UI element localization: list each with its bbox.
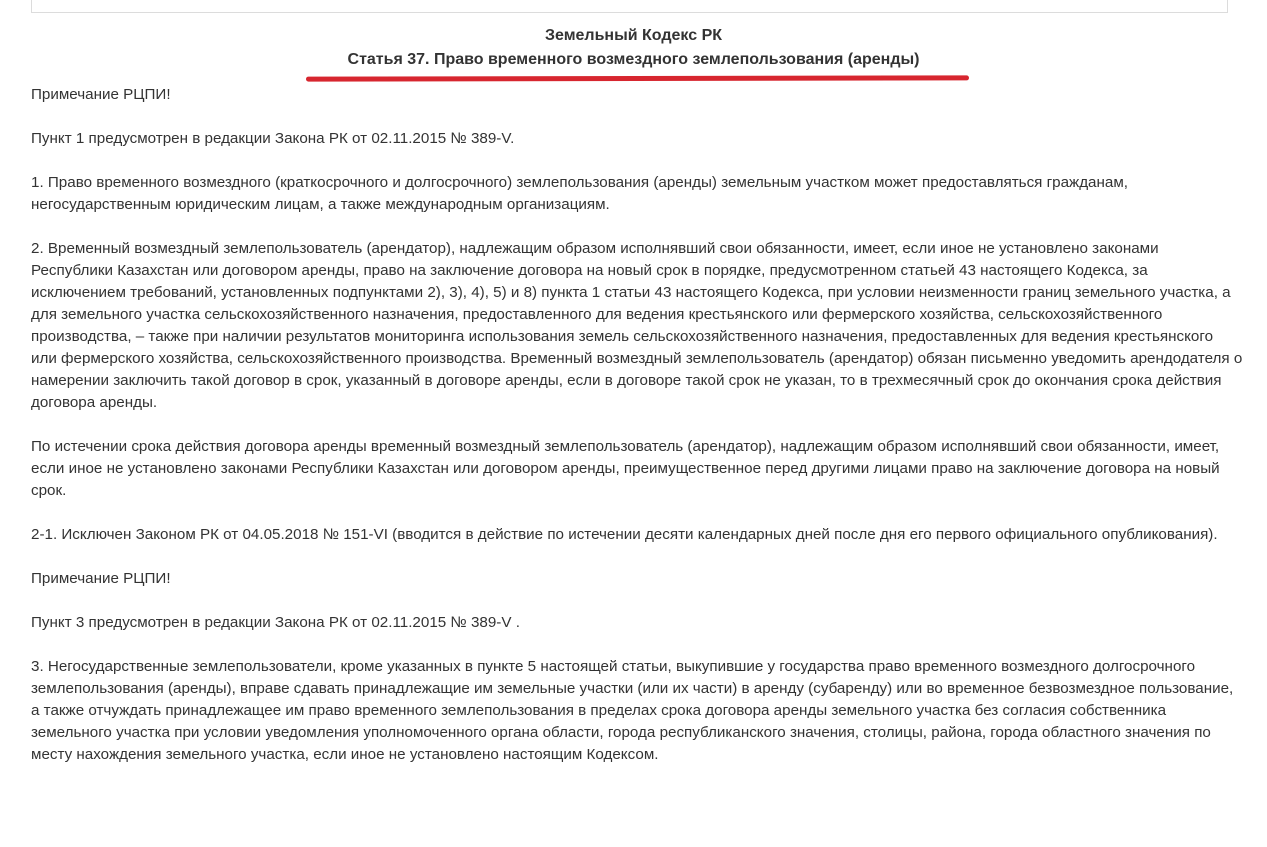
note-rcpi-1: Примечание РЦПИ! xyxy=(31,86,171,103)
document-title: Земельный Кодекс РК xyxy=(544,27,722,44)
article-title: Статья 37. Право временного возмездного землепользования (аренды) xyxy=(347,51,920,68)
note-clause-1-edition: Пункт 1 предусмотрен в редакции Закона РК от 02.11.2015 № 389-V. xyxy=(31,130,515,147)
note-clause-3-edition: Пункт 3 предусмотрен в редакции Закона РК от 02.11.2015 № 389-V . xyxy=(31,614,520,631)
clause-2-1: 2-1. Исключен Законом РК от 04.05.2018 № 151-VI (вводится в действие по истечении десяти календарных дней после дня его первого официального опубликования). xyxy=(31,526,1218,543)
top-frame-border xyxy=(31,0,1228,13)
article-body xyxy=(31,84,1243,788)
clause-2: 2. Временный возмездный землепользователь (арендатор), надлежащим образом исполнявший свои обязанности, имеет, если иное не установлено законами Республики Казахстан или договором аренды, право на заключение договора на новый срок в порядке, предусмотренном статьей 43 настоящего Кодекса, за исключением требований, установленных подпунктами 2), 3), 4), 5) и 8) пункта 1 статьи 43 настоящего Кодекса, при условии неизменности границ земельного участка, а для земельного участка сельскохозяйственного назначения, предоставленного для ведения крестьянского или фермерского хозяйства, сельскохозяйственного производства, – также при наличии результатов мониторинга использования земель сельскохозяйственного назначения, предоставленных для ведения крестьянского или фермерского хозяйства, сельскохозяйственного производства. Временный возмездный землепользователь (арендатор) обязан письменно уведомить арендодателя о намерении заключить такой договор в срок, указанный в договоре аренды, если в договоре такой срок не указан, то в трехмесячный срок до окончания срока действия договора аренды. xyxy=(31,240,1243,411)
note-rcpi-2: Примечание РЦПИ! xyxy=(31,570,171,587)
article-header xyxy=(0,24,1267,72)
clause-1: 1. Право временного возмездного (краткосрочного и долгосрочного) землепользования (аренды) земельным участком может предоставляться гражданам, негосударственным юридическим лицам, а также международным организациям. xyxy=(31,174,1129,213)
clause-3: 3. Негосударственные землепользователи, кроме указанных в пункте 5 настоящей статьи, выкупившие у государства право временного возмездного долгосрочного землепользования (аренды), вправе сдавать принадлежащие им земельные участки (или их части) в аренду (субаренду) или во временное безвозмездное пользование, а также отчуждать принадлежащее им право временного землепользования в пределах срока договора аренды земельного участка без согласия собственника земельного участка при условии уведомления уполномоченного органа области, города республиканского значения, столицы, района, города областного значения по месту нахождения земельного участка, если иное не установлено настоящим Кодексом. xyxy=(31,658,1234,763)
title-underline-highlight xyxy=(306,75,969,81)
clause-2-continuation: По истечении срока действия договора аренды временный возмездный землепользователь (арендатор), надлежащим образом исполнявший свои обязанности, имеет, если иное не установлено законами Республики Казахстан или договором аренды, преимущественное перед другими лицами право на заключение договора на новый срок. xyxy=(31,438,1220,499)
